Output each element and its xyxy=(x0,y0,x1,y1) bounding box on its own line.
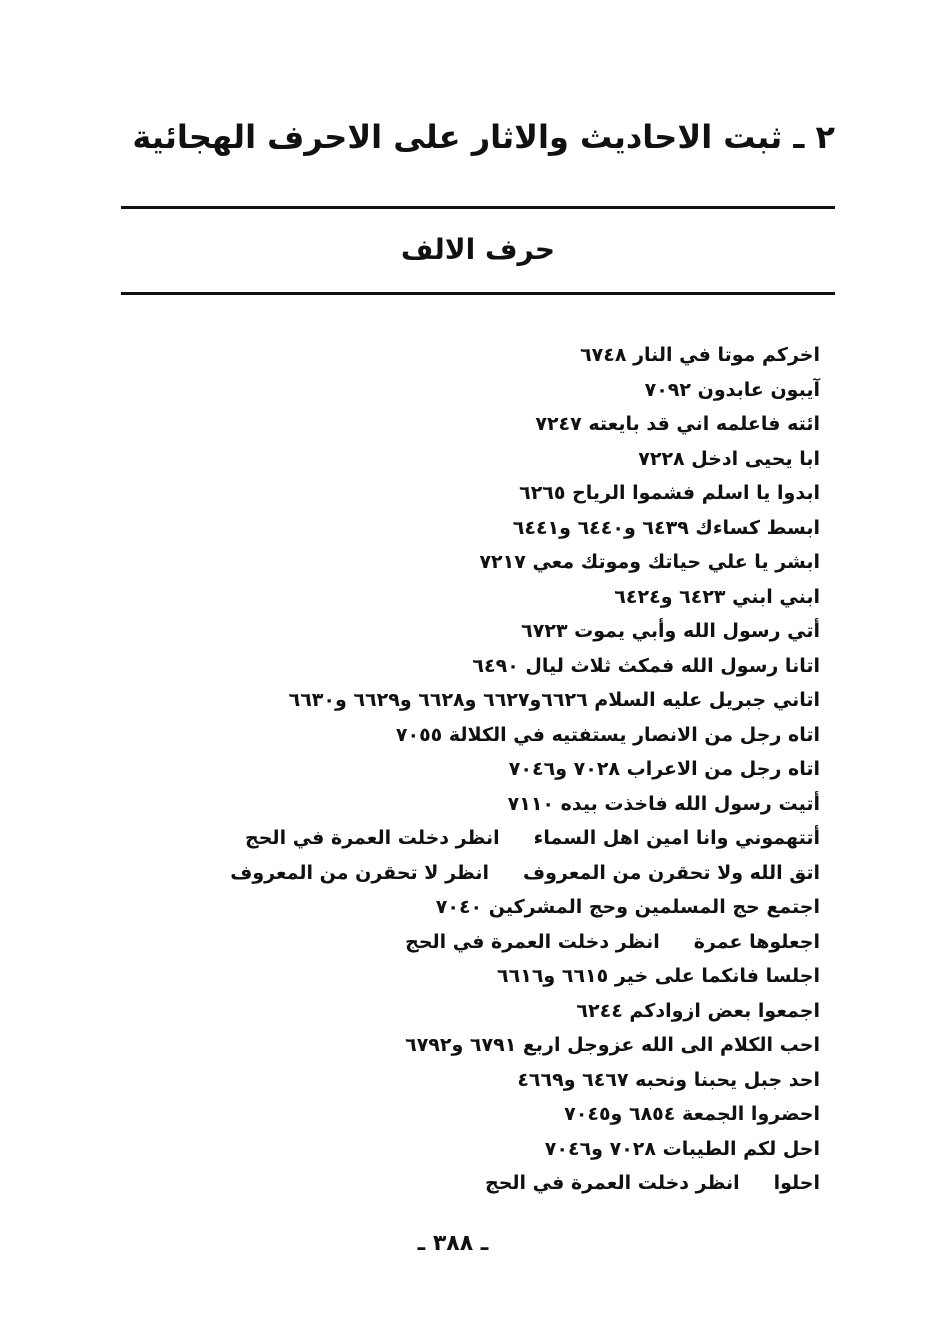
entry-text: ابدوا يا اسلم فشموا الرياح ٦٢٦٥ xyxy=(519,482,820,504)
entry-text: اجعلوها عمرة xyxy=(693,930,820,953)
index-entry xyxy=(220,683,820,718)
bottom-divider xyxy=(121,292,835,295)
index-entry xyxy=(220,511,820,546)
index-entry xyxy=(220,718,820,753)
entry-text: اتاه رجل من الاعراب ٧٠٢٨ و٧٠٤٦ xyxy=(508,758,820,780)
index-entry xyxy=(220,1166,820,1201)
index-entry xyxy=(220,959,820,994)
page-number: ـ ٣٨٨ ـ xyxy=(417,1231,489,1256)
index-entry xyxy=(220,338,820,373)
index-entry xyxy=(220,580,820,615)
entry-text: احلوا xyxy=(773,1172,820,1194)
entry-text: اتاني جبريل عليه السلام ٦٦٢٦و٦٦٢٧ و٦٦٢٨ و٦٦٢٩ و٦٦٣٠ xyxy=(288,689,820,711)
index-entry xyxy=(220,1097,820,1132)
entry-text: ابني ابني ٦٤٢٣ و٦٤٢٤ xyxy=(614,585,820,608)
index-entry xyxy=(220,890,820,925)
index-entry xyxy=(220,856,820,891)
index-entry xyxy=(220,787,820,822)
entry-text: أتيت رسول الله فاخذت بيده ٧١١٠ xyxy=(507,792,820,815)
hadith-index-list xyxy=(220,338,820,1201)
entry-text: اتانا رسول الله فمكث ثلاث ليال ٦٤٩٠ xyxy=(472,654,820,677)
entry-text: احضروا الجمعة ٦٨٥٤ و٧٠٤٥ xyxy=(564,1103,820,1125)
entry-text: اجمعوا بعض ازوادكم ٦٢٤٤ xyxy=(576,999,820,1022)
entry-text: اجلسا فانكما على خير ٦٦١٥ و٦٦١٦ xyxy=(497,965,820,987)
index-entry xyxy=(220,821,820,856)
top-divider xyxy=(121,206,835,209)
entry-cross-reference: انظر دخلت العمرة في الحج xyxy=(485,1172,740,1194)
entry-text: ائته فاعلمه اني قد بايعته ٧٢٤٧ xyxy=(535,413,820,435)
index-entry xyxy=(220,1132,820,1167)
index-entry xyxy=(220,649,820,684)
entry-text: اجتمع حج المسلمين وحج المشركين ٧٠٤٠ xyxy=(435,896,820,918)
entry-text: أتي رسول الله وأبي يموت ٦٧٢٣ xyxy=(521,620,820,642)
entry-text: احب الكلام الى الله عزوجل اربع ٦٧٩١ و٦٧٩٢ xyxy=(405,1034,820,1056)
index-entry xyxy=(220,442,820,477)
index-entry xyxy=(220,476,820,511)
index-entry xyxy=(220,614,820,649)
index-entry xyxy=(220,407,820,442)
entry-text: احد جبل يحبنا ونحبه ٦٤٦٧ و٤٦٦٩ xyxy=(517,1068,820,1091)
entry-text: ابشر يا علي حياتك وموتك معي ٧٢١٧ xyxy=(479,551,820,573)
entry-cross-reference: انظر دخلت العمرة في الحج xyxy=(405,930,660,953)
index-entry xyxy=(220,1063,820,1098)
entry-text: اتق الله ولا تحقرن من المعروف xyxy=(523,861,820,884)
entry-text: ابا يحيى ادخل ٧٢٢٨ xyxy=(638,447,820,470)
index-entry xyxy=(220,1028,820,1063)
entry-text: اتاه رجل من الانصار يستفتيه في الكلالة ٧٠٥٥ xyxy=(395,723,820,746)
entry-text: اخركم موتا في النار ٦٧٤٨ xyxy=(580,344,820,366)
entry-text: احل لكم الطيبات ٧٠٢٨ و٧٠٤٦ xyxy=(544,1137,820,1160)
page-title: ٢ ـ ثبت الاحاديث والاثار على الاحرف الهجائية xyxy=(132,118,835,156)
entry-text: أتتهموني وانا امين اهل السماء xyxy=(533,827,820,849)
index-entry xyxy=(220,925,820,960)
entry-cross-reference: انظر دخلت العمرة في الحج xyxy=(245,827,500,849)
index-entry xyxy=(220,545,820,580)
entry-text: ابسط كساءك ٦٤٣٩ و٦٤٤٠ و٦٤٤١ xyxy=(512,516,820,539)
index-entry xyxy=(220,994,820,1029)
entry-text: آيبون عابدون ٧٠٩٢ xyxy=(644,378,820,401)
entry-cross-reference: انظر لا تحقرن من المعروف xyxy=(230,861,490,884)
section-heading: حرف الالف xyxy=(400,233,556,266)
index-entry xyxy=(220,752,820,787)
index-entry xyxy=(220,373,820,408)
